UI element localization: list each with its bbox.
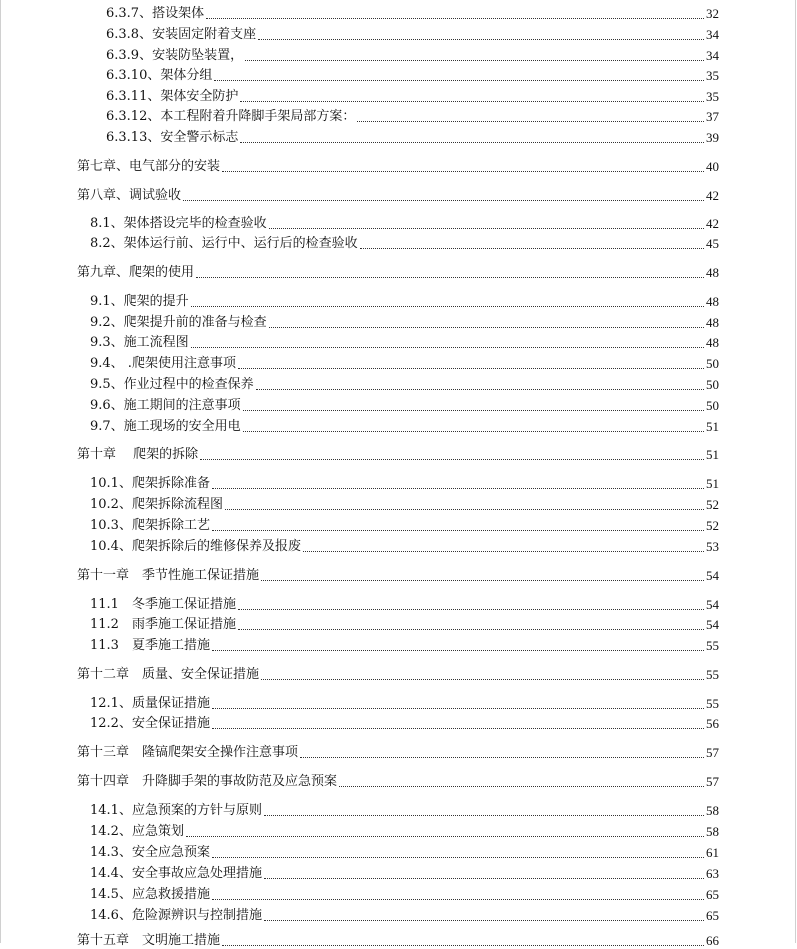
- page-edge-right: [795, 0, 796, 943]
- toc-leader-dots: [212, 530, 704, 531]
- toc-page-number: 58: [706, 824, 719, 839]
- toc-page-number: 65: [706, 887, 719, 902]
- toc-page-number: 54: [706, 617, 719, 632]
- toc-page-number: 45: [706, 236, 719, 251]
- toc-leader-dots: [186, 836, 704, 837]
- toc-entry[interactable]: [90, 634, 719, 654]
- toc-page-number: 35: [706, 89, 719, 104]
- toc-page-number: 50: [706, 377, 719, 392]
- toc-leader-dots: [212, 650, 704, 651]
- toc-leader-dots: [191, 306, 704, 307]
- toc-entry[interactable]: [106, 23, 719, 43]
- toc-leader-dots: [206, 18, 704, 19]
- toc-leader-dots: [214, 80, 704, 81]
- toc-entry[interactable]: [90, 212, 719, 232]
- toc-entry[interactable]: [106, 44, 719, 64]
- toc-leader-dots: [269, 228, 704, 229]
- toc-entry-title: 11.3 夏季施工措施: [90, 638, 210, 653]
- toc-page-number: 42: [706, 188, 719, 203]
- toc-entry[interactable]: [90, 904, 719, 924]
- toc-chapter-entry[interactable]: [77, 770, 719, 790]
- toc-leader-dots: [212, 708, 704, 709]
- toc-page-number: 55: [706, 667, 719, 682]
- toc-page-number: 57: [706, 774, 719, 789]
- toc-page-number: 52: [706, 497, 719, 512]
- toc-entry-title: 第九章、爬架的使用: [77, 265, 195, 280]
- toc-chapter-entry[interactable]: [77, 155, 719, 175]
- toc-entry-title: 第十三章 隆镐爬架安全操作注意事项: [77, 745, 299, 760]
- toc-page-number: 61: [706, 845, 719, 860]
- toc-leader-dots: [222, 945, 704, 946]
- toc-entry-title: 14.1、应急预案的方针与原则: [90, 803, 262, 818]
- toc-entry[interactable]: [90, 290, 719, 310]
- toc-page-number: 66: [706, 933, 719, 948]
- toc-entry[interactable]: [106, 85, 719, 105]
- toc-entry-title: 9.7、施工现场的安全用电: [90, 419, 241, 434]
- toc-entry[interactable]: [90, 593, 719, 613]
- toc-entry[interactable]: [106, 105, 719, 125]
- toc-entry[interactable]: [90, 415, 719, 435]
- toc-page-number: 50: [706, 356, 719, 371]
- toc-entry-title: 9.6、施工期间的注意事项: [90, 398, 241, 413]
- toc-page-number: 55: [706, 696, 719, 711]
- toc-chapter-entry[interactable]: [77, 564, 719, 584]
- toc-entry-title: 14.3、安全应急预案: [90, 845, 210, 860]
- toc-entry-title: 11.2 雨季施工保证措施: [90, 617, 236, 632]
- toc-page-number: 48: [706, 335, 719, 350]
- toc-entry-title: 9.2、爬架提升前的准备与检查: [90, 315, 267, 330]
- toc-entry-title: 6.3.10、架体分组: [106, 68, 213, 83]
- toc-leader-dots: [243, 431, 704, 432]
- toc-leader-dots: [339, 786, 704, 787]
- toc-leader-dots: [240, 101, 704, 102]
- toc-entry[interactable]: [90, 514, 719, 534]
- toc-entry-title: 10.4、爬架拆除后的维修保养及报废: [90, 539, 301, 554]
- toc-entry[interactable]: [106, 126, 719, 146]
- toc-leader-dots: [238, 629, 704, 630]
- toc-page-number: 57: [706, 745, 719, 760]
- toc-entry-title: 9.1、爬架的提升: [90, 294, 189, 309]
- toc-entry-title: 14.4、安全事故应急处理措施: [90, 866, 262, 881]
- toc-leader-dots: [200, 459, 704, 460]
- toc-entry-title: 6.3.11、架体安全防护: [106, 89, 239, 104]
- toc-page-number: 34: [706, 27, 719, 42]
- toc-entry[interactable]: [90, 493, 719, 513]
- toc-leader-dots: [196, 277, 704, 278]
- toc-entry[interactable]: [90, 862, 719, 882]
- toc-leader-dots: [269, 327, 704, 328]
- toc-page-number: 34: [706, 48, 719, 63]
- toc-leader-dots: [360, 248, 704, 249]
- toc-entry[interactable]: [90, 841, 719, 861]
- toc-entry[interactable]: [106, 2, 719, 22]
- toc-entry[interactable]: [90, 472, 719, 492]
- toc-leader-dots: [258, 39, 704, 40]
- toc-chapter-entry[interactable]: [77, 261, 719, 281]
- toc-leader-dots: [245, 60, 704, 61]
- toc-entry-title: 第十五章 文明施工措施: [77, 933, 221, 948]
- toc-page-number: 48: [706, 315, 719, 330]
- toc-entry[interactable]: [90, 535, 719, 555]
- toc-leader-dots: [225, 509, 704, 510]
- toc-entry[interactable]: [90, 232, 719, 252]
- toc-page-number: 40: [706, 159, 719, 174]
- toc-page-number: 63: [706, 866, 719, 881]
- toc-entry-title: 6.3.7、搭设架体: [106, 6, 205, 21]
- toc-entry-title: 14.2、应急策划: [90, 824, 184, 839]
- toc-entry[interactable]: [90, 394, 719, 414]
- toc-entry[interactable]: [90, 311, 719, 331]
- toc-entry-title: 6.3.13、安全警示标志: [106, 130, 239, 145]
- toc-entry-title: 6.3.9、安装防坠装置，: [106, 48, 244, 63]
- toc-entry-title: 14.5、应急救援措施: [90, 887, 210, 902]
- toc-entry-title: 第十一章 季节性施工保证措施: [77, 568, 260, 583]
- toc-entry-title: 第八章、调试验收: [77, 188, 182, 203]
- toc-entry[interactable]: [90, 373, 719, 393]
- toc-entry-title: 10.3、爬架拆除工艺: [90, 518, 210, 533]
- toc-entry-title: 第七章、电气部分的安装: [77, 159, 221, 174]
- toc-page-number: 48: [706, 294, 719, 309]
- toc-entry[interactable]: [90, 331, 719, 351]
- toc-entry-title: 12.2、安全保证措施: [90, 716, 210, 731]
- toc-entry[interactable]: [90, 712, 719, 732]
- toc-entry[interactable]: [90, 352, 719, 372]
- toc-page-number: 56: [706, 716, 719, 731]
- toc-entry-title: 第十四章 升降脚手架的事故防范及应急预案: [77, 774, 338, 789]
- toc-leader-dots: [264, 878, 704, 879]
- toc-entry-title: 9.5、作业过程中的检查保养: [90, 377, 254, 392]
- toc-page-number: 54: [706, 568, 719, 583]
- toc-entry-title: 第十章 爬架的拆除: [77, 447, 199, 462]
- toc-leader-dots: [212, 857, 704, 858]
- toc-leader-dots: [261, 679, 704, 680]
- toc-entry-title: 12.1、质量保证措施: [90, 696, 210, 711]
- toc-page-number: 50: [706, 398, 719, 413]
- toc-page-number: 48: [706, 265, 719, 280]
- toc-chapter-entry[interactable]: [77, 929, 719, 949]
- toc-chapter-entry[interactable]: [77, 663, 719, 683]
- toc-page-number: 55: [706, 638, 719, 653]
- toc-page-number: 39: [706, 130, 719, 145]
- toc-leader-dots: [264, 815, 704, 816]
- toc-leader-dots: [212, 488, 704, 489]
- toc-leader-dots: [238, 609, 704, 610]
- toc-entry-title: 14.6、危险源辨识与控制措施: [90, 908, 262, 923]
- toc-entry-title: 8.1、架体搭设完毕的检查验收: [90, 216, 267, 231]
- toc-leader-dots: [183, 200, 704, 201]
- toc-leader-dots: [238, 368, 704, 369]
- toc-leader-dots: [212, 899, 704, 900]
- toc-entry-title: 9.3、施工流程图: [90, 335, 189, 350]
- toc-entry-title: 第十二章 质量、安全保证措施: [77, 667, 260, 682]
- toc-page-number: 52: [706, 518, 719, 533]
- toc-entry-title: 9.4、 .爬架使用注意事项: [90, 356, 236, 371]
- toc-page-number: 54: [706, 597, 719, 612]
- toc-page-number: 51: [706, 419, 719, 434]
- toc-page-number: 65: [706, 908, 719, 923]
- toc-entry-title: 11.1 冬季施工保证措施: [90, 597, 236, 612]
- toc-leader-dots: [256, 389, 704, 390]
- toc-page-number: 53: [706, 539, 719, 554]
- toc-entry[interactable]: [106, 64, 719, 84]
- toc-leader-dots: [243, 410, 704, 411]
- toc-chapter-entry[interactable]: [77, 741, 719, 761]
- toc-entry[interactable]: [90, 692, 719, 712]
- toc-entry-title: 8.2、架体运行前、运行中、运行后的检查验收: [90, 236, 358, 251]
- toc-entry-title: 6.3.8、安装固定附着支座: [106, 27, 257, 42]
- toc-chapter-entry[interactable]: [77, 184, 719, 204]
- toc-leader-dots: [212, 728, 704, 729]
- toc-page-number: 32: [706, 6, 719, 21]
- toc-leader-dots: [240, 142, 704, 143]
- toc-entry[interactable]: [90, 820, 719, 840]
- toc-leader-dots: [303, 551, 704, 552]
- toc-leader-dots: [222, 171, 704, 172]
- toc-leader-dots: [357, 121, 704, 122]
- toc-leader-dots: [191, 347, 704, 348]
- toc-leader-dots: [300, 757, 704, 758]
- toc-page-number: 37: [706, 109, 719, 124]
- toc-entry[interactable]: [90, 883, 719, 903]
- toc-entry-title: 6.3.12、本工程附着升降脚手架局部方案：: [106, 109, 356, 124]
- toc-page-number: 51: [706, 447, 719, 462]
- toc-page-number: 51: [706, 476, 719, 491]
- toc-leader-dots: [261, 580, 704, 581]
- toc-entry-title: 10.1、爬架拆除准备: [90, 476, 210, 491]
- page-edge-left: [0, 0, 1, 943]
- toc-page-number: 58: [706, 803, 719, 818]
- toc-page-number: 35: [706, 68, 719, 83]
- toc-entry-title: 10.2、爬架拆除流程图: [90, 497, 223, 512]
- toc-entry[interactable]: [90, 613, 719, 633]
- toc-page-number: 42: [706, 216, 719, 231]
- toc-chapter-entry[interactable]: [77, 443, 719, 463]
- toc-leader-dots: [264, 920, 704, 921]
- toc-entry[interactable]: [90, 799, 719, 819]
